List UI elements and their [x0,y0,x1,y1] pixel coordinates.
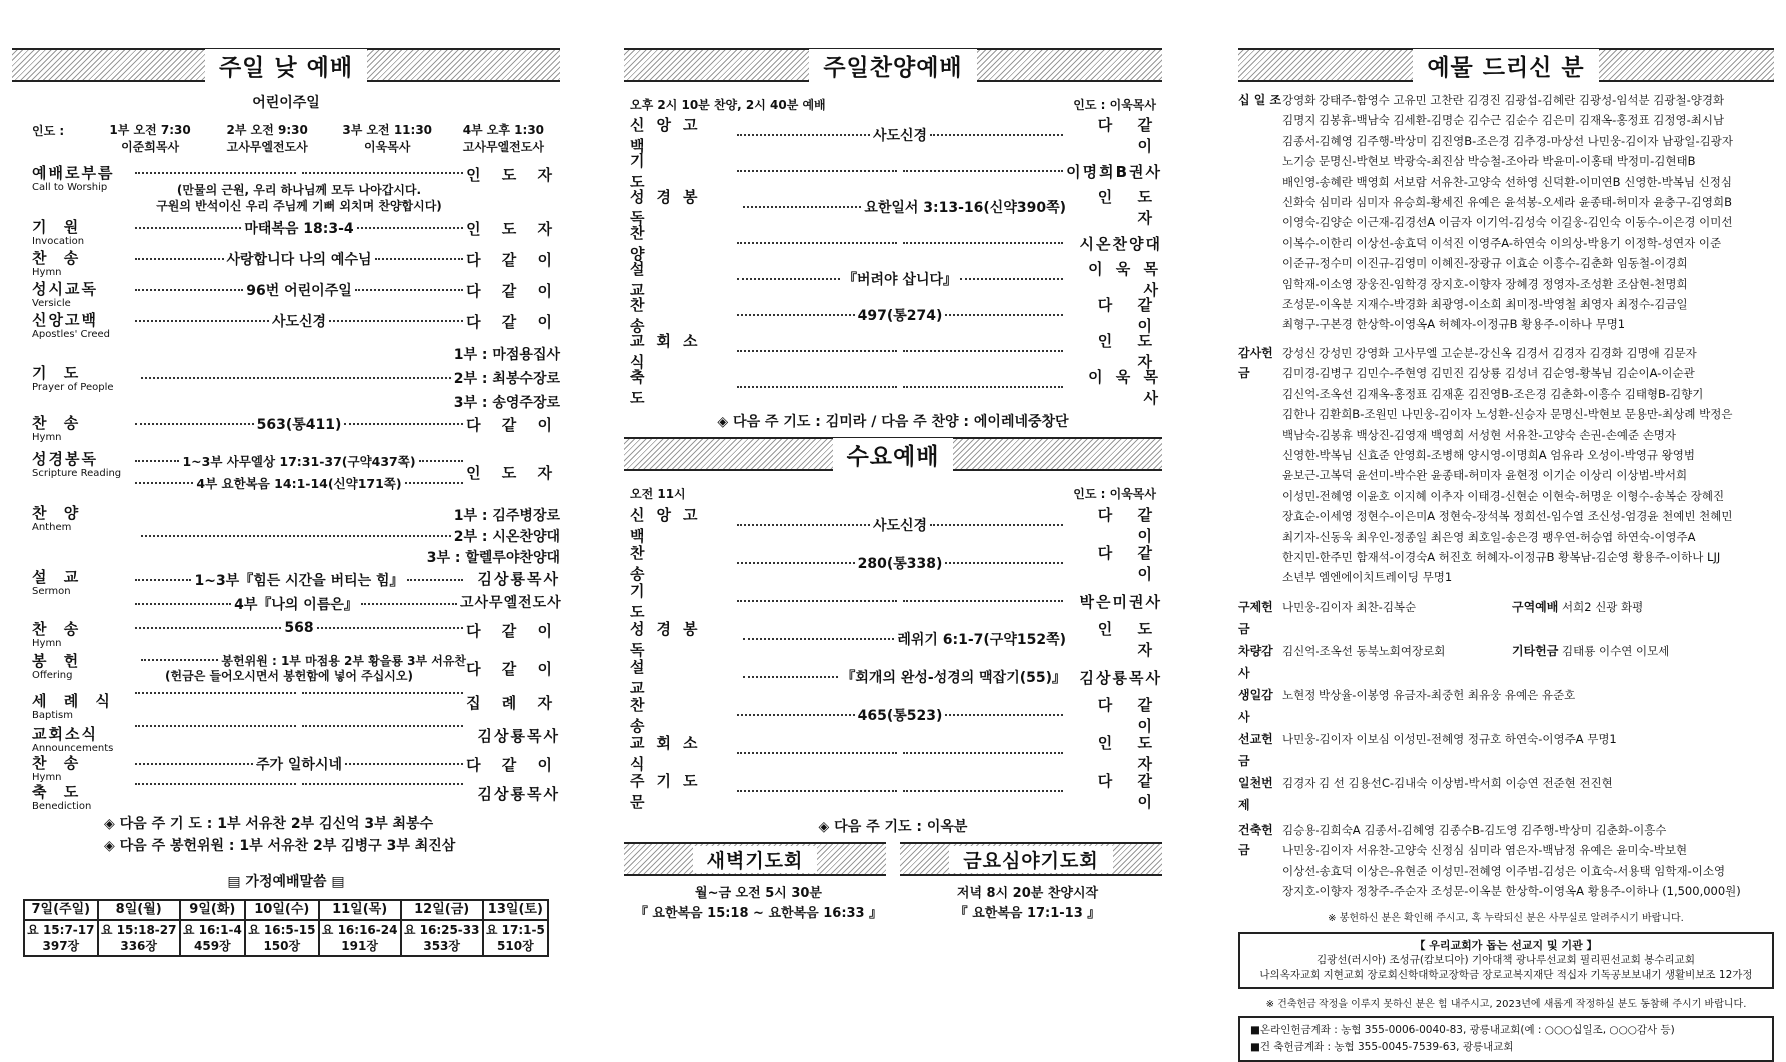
wednesday-item: 성경봉독 레위기 6:1-7(구약152쪽) 인 도 자 [630,620,1162,659]
name-line: 김명지 김봉휴-백남숙 김세환-김명순 김수근 김순수 김은미 김재옥-홍정표 김정영-최시남 [1282,113,1725,128]
praise-item: 기 도 이명희B권사 [630,152,1162,191]
name-line: 장효순-이세영 정현수-이은미A 정현숙-장석복 정희선-임수열 조신성-엄경윤 천예빈 천혜민 [1282,509,1733,524]
name-line: 조성문-이옥분 지재수-박경화 최광영-이소희 최미정-박영철 최영자 최정수-김금일 [1282,297,1688,312]
banner-dawn-prayer: 새벽기도회 [624,842,886,876]
next-week-offering: ◈ 다음 주 봉헌위원 : 1부 서유찬 2부 김병구 3부 최진삼 [104,838,456,854]
day-cell: 요 16:16-24 191장 [319,920,401,956]
praise-order [624,117,1162,405]
name-line: 한지민-한주민 함재석-이경숙A 허진호 허혜자-이정규B 황복남-김순영 황용주-이하나 LJJ [1282,549,1721,564]
praise-header: 오후 2시 10분 찬양, 2시 40분 예배 인도 : 이욱목사 [630,98,1156,112]
wednesday-item: 찬 송 280(통338) 다 같 이 [630,544,1162,583]
praise-item: 성경봉독 요한일서 3:13-16(신약390쪽) 인 도 자 [630,188,1162,227]
mission-box: 【 우리교회가 돕는 선교지 및 기관 】 김광선(러시아) 조성규(캄보디아) 기아대책 광나루선교회 필리핀선교회 봉수리교회 나의옥자교회 지현교회 장로회신학대학교장학금 장로교복지재단 적십자 기독공보보내기 생활비보조 12가정 [1238,932,1774,989]
friday-prayer-info: 저녁 8시 20분 찬양시작 『 요한복음 17:1-13 』 [954,886,1101,921]
order-item-offering: 봉 헌 Offering 봉헌위원 : 1부 마점용 2부 황을룡 3부 서유찬 (헌금은 들어오시면서 봉헌함에 넣어 주십시오) 다 같 이 [32,652,560,683]
banner-friday-prayer: 금요심야기도회 [900,842,1162,876]
praise-item: 신앙고백 사도신경 다 같 이 [630,116,1162,155]
day-header: 10일(수) [245,900,319,920]
praise-item: 축 도 이 욱 목 사 [630,368,1162,407]
online-account: ■온라인헌금계좌 : 농협 355-0006-0040-83, 광릉내교회(예 : ○○○십일조, ○○○감사 등) [1250,1024,1675,1037]
wednesday-item: 신앙고백 사도신경 다 같 이 [630,506,1162,545]
name-line: 김신억-조옥선 김재옥-홍정표 김재훈 김진영B-조은경 김춘화-이흥수 김태형B-김향기 [1282,386,1704,401]
day-cell: 요 16:5-15 150장 [245,920,319,956]
wednesday-item: 설 교 『회개의 완성-성경의 맥잡기(55)』 김상룡목사 [630,658,1162,697]
column-praise-and-wednesday [624,48,1162,924]
name-line: 소년부 엠엔에이치트레이딩 무명1 [1282,570,1453,585]
offering-relief-and-cell: 구제헌금 나민웅-김이자 최찬-김복순 구역예배 서희2 신광 화평 [1238,599,1644,636]
order-item-creed: 신앙고백 Apostles' Creed 사도신경 다 같 이 [32,311,560,340]
banner-praise-worship: 주일찬양예배 [624,48,1162,82]
day-header: 9일(화) [180,900,245,920]
name-line: 이상선-송효덕 이상은-유현준 이성민-전혜영 이주범-김성은 이효숙-서용택 임학재-이소영 [1282,863,1726,878]
prayer-details [624,884,1162,924]
order-item-invocation: 기 원 Invocation 마태복음 18:3-4 인 도 자 [32,218,560,247]
name-line: 윤보근-고복덕 윤선미-박수완 윤종태-허미자 윤현정 이기순 이상리 이상범-박서희 [1282,468,1688,483]
offering-thanks: 감사헌금 강성신 강성민 강영화 고사무엘 고순분-강신옥 김경서 김경자 김경화 김명애 김문자 김미경-김병구 김민수-주현영 김민진 김상룡 김성녀 김순영-황복님 김순이A-이순관 김신억-조옥선 김재옥-홍정표 김재훈 김진영B-조은경 김춘화-이흥수 김태형B-김향기 김한나 김환희B-조원민 나민웅-김이자 노성환-신승자 문명신-박현보 문용만-최상례 박정은 백남숙-김봉휴 백상진-김영재 백영희 서성현 서유찬-고양숙 손권-손예준 손명자 신영한-박복님 신효준 안영희-조병해 양시영-이명희A 엄유라 오성이-박영규 왕영범 윤보근-고복덕 윤선미-박수완 윤종태-허미자 윤현정 이기순 이상리 이상범-박서희 이성민-전혜영 이윤호 이지혜 이추자 이태경-신현순 이현숙-허명운 이형수-송복순 장혜진 장효순-이세영 정현수-이은미A 정현숙-장석복 정희선-임수열 조신성-엄경윤 천예빈 천혜민 최기자-신동욱 최우인-정종일 최은영 최호일-송은경 팽우연-허승엽 하연숙-이영주A 한지민-한주민 함재석-이경숙A 허진호 허혜자-이정규B 황복남-김순영 황용주-이하나 LJJ 소년부 엠엔에이치트레이딩 무명1 [1238,343,1774,588]
wednesday-header: 오전 11시 인도 : 이욱목사 [630,487,1156,501]
building-account: ■건 축헌금계좌 : 농협 355-0045-7539-63, 광릉내교회 [1250,1041,1514,1054]
name-line: 이영숙-김양순 이근재-김경선A 이금자 이기억-김성숙 이길웅-김인숙 이동수-이은경 이미선 [1282,215,1733,230]
day-cell: 요 15:7-17 397장 [24,920,98,956]
time-slot: 1부 오전 7:30 이준희목사 [109,123,191,154]
wednesday-order [624,506,1162,810]
day-header: 13일(토) [483,900,548,920]
wednesday-item: 기 도 박은미권사 [630,582,1162,621]
day-header: 12일(금) [401,900,483,920]
service-times [12,122,560,156]
offering-note: ※ 봉헌하신 분은 확인해 주시고, 혹 누락되신 분은 사무실로 알려주시기 바랍니다. [1328,913,1684,925]
day-header: 11일(목) [319,900,401,920]
weekly-title: ▤ 가정예배말씀 ▤ [227,874,345,890]
time-slot: 3부 오전 11:30 이욱목사 [342,123,433,154]
order-item-announcements: 교회소식 Announcements 김상룡목사 [32,725,560,754]
offering-vehicle-and-other: 차량감사 김신억-조옥선 동북노회여장로회 기타헌금 김태룡 이수연 이모세 [1238,643,1670,680]
name-line: 강영화 강태주-함영수 고유민 고찬란 김경진 김광섭-김혜란 김광성-임석분 김광철-양경화 [1282,93,1725,107]
praise-item: 교회소식 인 도 자 [630,332,1162,371]
name-line: 배인영-송혜란 백영희 서보람 서유찬-고양숙 선하영 신덕환-이미연B 신영한-박복님 신정심 [1282,174,1732,189]
time-slot: 2부 오전 9:30 고사무엘전도사 [226,123,308,154]
times-label: 인도 : [32,124,65,138]
praise-item: 찬 송 497(통274) 다 같 이 [630,296,1162,335]
day-cell: 요 15:18-27 336장 [98,920,180,956]
praise-item: 설 교 『버려야 삽니다』 이 욱 목 사 [630,260,1162,299]
name-line: 장지호-이향자 정창주-주순자 조성문-이옥분 한상학-이영옥A 황용주-이하나 (1,500,000원) [1282,883,1741,898]
prayer-meetings [624,842,1162,876]
order-item-baptism: 세 례 식 Baptism 집 례 자 [32,692,560,721]
name-line: 이준규-정수미 이진규-김영미 이혜진-장광규 이효순 이흥수-김춘화 임동철-이경희 [1282,256,1688,271]
name-line: 최형구-구본경 한상학-이영옥A 허혜자-이정규B 황용주-이하나 무명1 [1282,317,1626,332]
name-line: 김종서-김혜영 김주행-박상미 김진영B-조은경 김추경-마상선 나민웅-김이자 남광일-김광자 [1282,133,1733,148]
wednesday-item: 찬 송 465(통523) 다 같 이 [630,696,1162,735]
banner-sunday-worship: 주일 낮 예배 [12,48,560,82]
column-sunday-worship [12,48,560,957]
order-item-benediction: 축 도 Benediction 김상룡목사 [32,783,560,812]
wednesday-next-week: ◈ 다음 주 기도 : 이옥분 [818,819,968,835]
day-header: 8일(월) [98,900,180,920]
day-cell: 요 16:1-4 459장 [180,920,245,956]
dawn-prayer-info: 월~금 오전 5시 30분 『 요한복음 15:18 ~ 요한복음 16:33 』 [634,886,883,921]
order-item-anthem: 찬 양 Anthem 1부 : 김주병장로 2부 : 시온찬양대 3부 : 할렐루야찬양대 [32,504,560,566]
name-line: 백남숙-김봉휴 백상진-김영재 백영희 서성현 서유찬-고양숙 손권-손예준 손명자 [1282,427,1677,442]
name-line: 이복수-이한리 이상선-송효덕 이석진 이영주A-하연숙 이의상-박용기 이정학-성연자 이준 [1282,235,1722,250]
account-box [1238,1016,1774,1062]
order-item-versicle: 성시교독 Versicle 96번 어린이주일 다 같 이 [32,280,560,309]
order-item-scripture: 성경봉독 Scripture Reading 1~3부 사무엘상 17:31-37(구약437쪽) 4부 요한복음 14:1-14(신약171쪽) 인 도 자 [12,450,560,500]
offering-thousand: 일천번제 김경자 김 선 김용선C-김내숙 이상범-박서희 이승연 전준현 전진현 [1238,775,1613,812]
day-cell: 요 16:25-33 353장 [401,920,483,956]
name-line: 강성신 강성민 강영화 고사무엘 고순분-강신옥 김경서 김경자 김경화 김명애 김문자 [1282,345,1697,360]
building-note: ※ 건축헌금 작정을 이루지 못하신 분은 힘 내주시고, 2023년에 새롭게 작정하실 분도 동참해 주시기 바랍니다. [1265,999,1747,1011]
name-line: 신영한-박복님 신효준 안영희-조병해 양시영-이명희A 엄유라 오성이-박영규 왕영범 [1282,447,1695,462]
name-line: 신화숙 심미라 심미자 유승희-황세진 유예은 윤석봉-오세라 윤종태-허미자 윤충구-김영희B [1282,195,1732,210]
name-line: 최기자-신동욱 최우인-정종일 최은영 최호일-송은경 팽우연-허승엽 하연숙-이영주A [1282,529,1696,544]
name-line: 김미경-김병구 김민수-주현영 김민진 김상룡 김성녀 김순영-황복님 김순이A-이순관 [1282,366,1695,381]
order-item-hymn-3: 찬 송 Hymn 568 다 같 이 [32,620,560,649]
time-slot: 4부 오후 1:30 고사무엘전도사 [462,123,545,154]
name-line: 이성민-전혜영 이윤호 이지혜 이추자 이태경-신현순 이현숙-허명운 이형수-송복순 장혜진 [1282,488,1725,503]
wednesday-item: 교회소식 인 도 자 [630,734,1162,773]
order-item-sermon: 설 교 Sermon 1~3부『힘든 시간을 버티는 힘』 김상룡목사 4부『나의 이름은』 고사무엘전도사 [12,568,560,620]
offering-birthday: 생일감사 노현정 박상율-이봉영 유금자-최중헌 최유웅 유예은 유준호 [1238,687,1576,724]
order-item-hymn-4: 찬 송 Hymn 주가 일하시네 다 같 이 [32,754,560,783]
offering-building: 건축헌금 김승용-김희숙A 김종서-김혜영 김종수B-김도영 김주행-박상미 김춘화-이흥수 나민웅-김이자 서유찬-고양숙 신정심 심미라 염은자-백남정 유예은 윤미숙-박보현 이상선-송효덕 이상은-유현준 이성민-전혜영 이주범-김성은 이효숙-서용택 임학재-이소영 장지호-이향자 정창주-주순자 조성문-이옥분 한상학-이영옥A 황용주-이하나 (1,500,000원) [1238,820,1774,902]
order-item-call-to-worship: 예배로부름 Call to Worship (만물의 근원, 우리 하나님께 모두 나아갑시다. 구원의 반석이신 우리 주님께 기뻐 외치며 찬양합시다) 인 도 자 [32,164,560,213]
order-item-prayer: 기 도 Prayer of People 1부 : 마점용집사 2부 : 최봉수장로 3부 : 송영주장로 [32,347,560,411]
call-note: (만물의 근원, 우리 하나님께 모두 나아갑시다. 구원의 반석이신 우리 주님께 기뻐 외치며 찬양합시다) [156,183,442,213]
praise-next-week: ◈ 다음 주 기도 : 김미라 / 다음 주 찬양 : 에이레네중창단 [717,414,1069,430]
offering-tithe: 십 일 조 강영화 강태주-함영수 고유민 고찬란 김경진 김광섭-김혜란 김광성-임석분 김광철-양경화 김명지 김봉휴-백남숙 김세환-김명순 김수근 김순수 김은미 김재옥-홍정표 김정영-최시남 김종서-김혜영 김주행-박상미 김진영B-조은경 김추경-마상선 나민웅-김이자 남광일-김광자 노기승 문명신-박현보 박광숙-최진삼 박승철-조아라 박윤미-이홍태 박정미-김현태B 배인영-송혜란 백영희 서보람 서유찬-고양숙 선하영 신덕환-이미연B 신영한-박복님 신정심 신화숙 심미라 심미자 유승희-황세진 유예은 윤석봉-오세라 윤종태-허미자 윤충구-김영희B 이영숙-김양순 이근재-김경선A 이금자 이기억-김성숙 이길웅-김인숙 이동수-이은경 이미선 이복수-이한리 이상선-송효덕 이석진 이영주A-하연숙 이의상-박용기 이정학-성연자 이준 이준규-정수미 이진규-김영미 이혜진-장광규 이효순 이흥수-김춘화 임동철-이경희 임학재-이소영 장웅진-임학경 장지호-이향자 장혜경 정영자-조성환 조삼현-천명희 조성문-이옥분 지재수-박경화 최광영-이소희 최미정-박영철 최영자 최정수-김금일 최형구-구본경 한상학-이영옥A 허혜자-이정규B 황용주-이하나 무명1 [1238,90,1774,335]
praise-item: 찬 양 시온찬양대 [630,224,1162,263]
name-line: 나민웅-김이자 서유찬-고양숙 신정심 심미라 염은자-백남정 유예은 윤미숙-박보현 [1282,843,1688,858]
banner-wednesday-worship: 수요예배 [624,437,1162,471]
name-line: 노기승 문명신-박현보 박광숙-최진삼 박승철-조아라 박윤미-이홍태 박정미-김현태B [1282,154,1696,169]
weekly-table [23,899,549,957]
subtitle-childrens-sunday: 어린이주일 [252,95,320,111]
name-line: 김한나 김환희B-조원민 나민웅-김이자 노성환-신승자 문명신-박현보 문용만-최상례 박정은 [1282,407,1733,422]
day-header: 7일(주일) [24,900,98,920]
order-item-hymn: 찬 송 Hymn 사랑합니다 나의 예수님 다 같 이 [32,249,560,278]
name-line: 임학재-이소영 장웅진-임학경 장지호-이향자 장혜경 정영자-조성환 조삼현-천명희 [1282,276,1688,291]
order-item-hymn-2: 찬 송 Hymn 563(통411) 다 같 이 [32,414,560,443]
banner-offerings: 예물 드리신 분 [1238,48,1774,82]
name-line: 김승용-김희숙A 김종서-김혜영 김종수B-김도영 김주행-박상미 김춘화-이흥수 [1282,822,1667,837]
day-cell: 요 17:1-5 510장 [483,920,548,956]
wednesday-item: 주기도문 다 같 이 [630,772,1162,811]
offering-mission: 선교헌금 나민웅-김이자 이보심 이성민-전혜영 정규호 하연숙-이영주A 무명1 [1238,731,1617,768]
next-week-prayer: ◈ 다음 주 기 도 : 1부 서유찬 2부 김신억 3부 최봉수 [104,816,434,832]
column-offerings [1238,48,1774,1062]
